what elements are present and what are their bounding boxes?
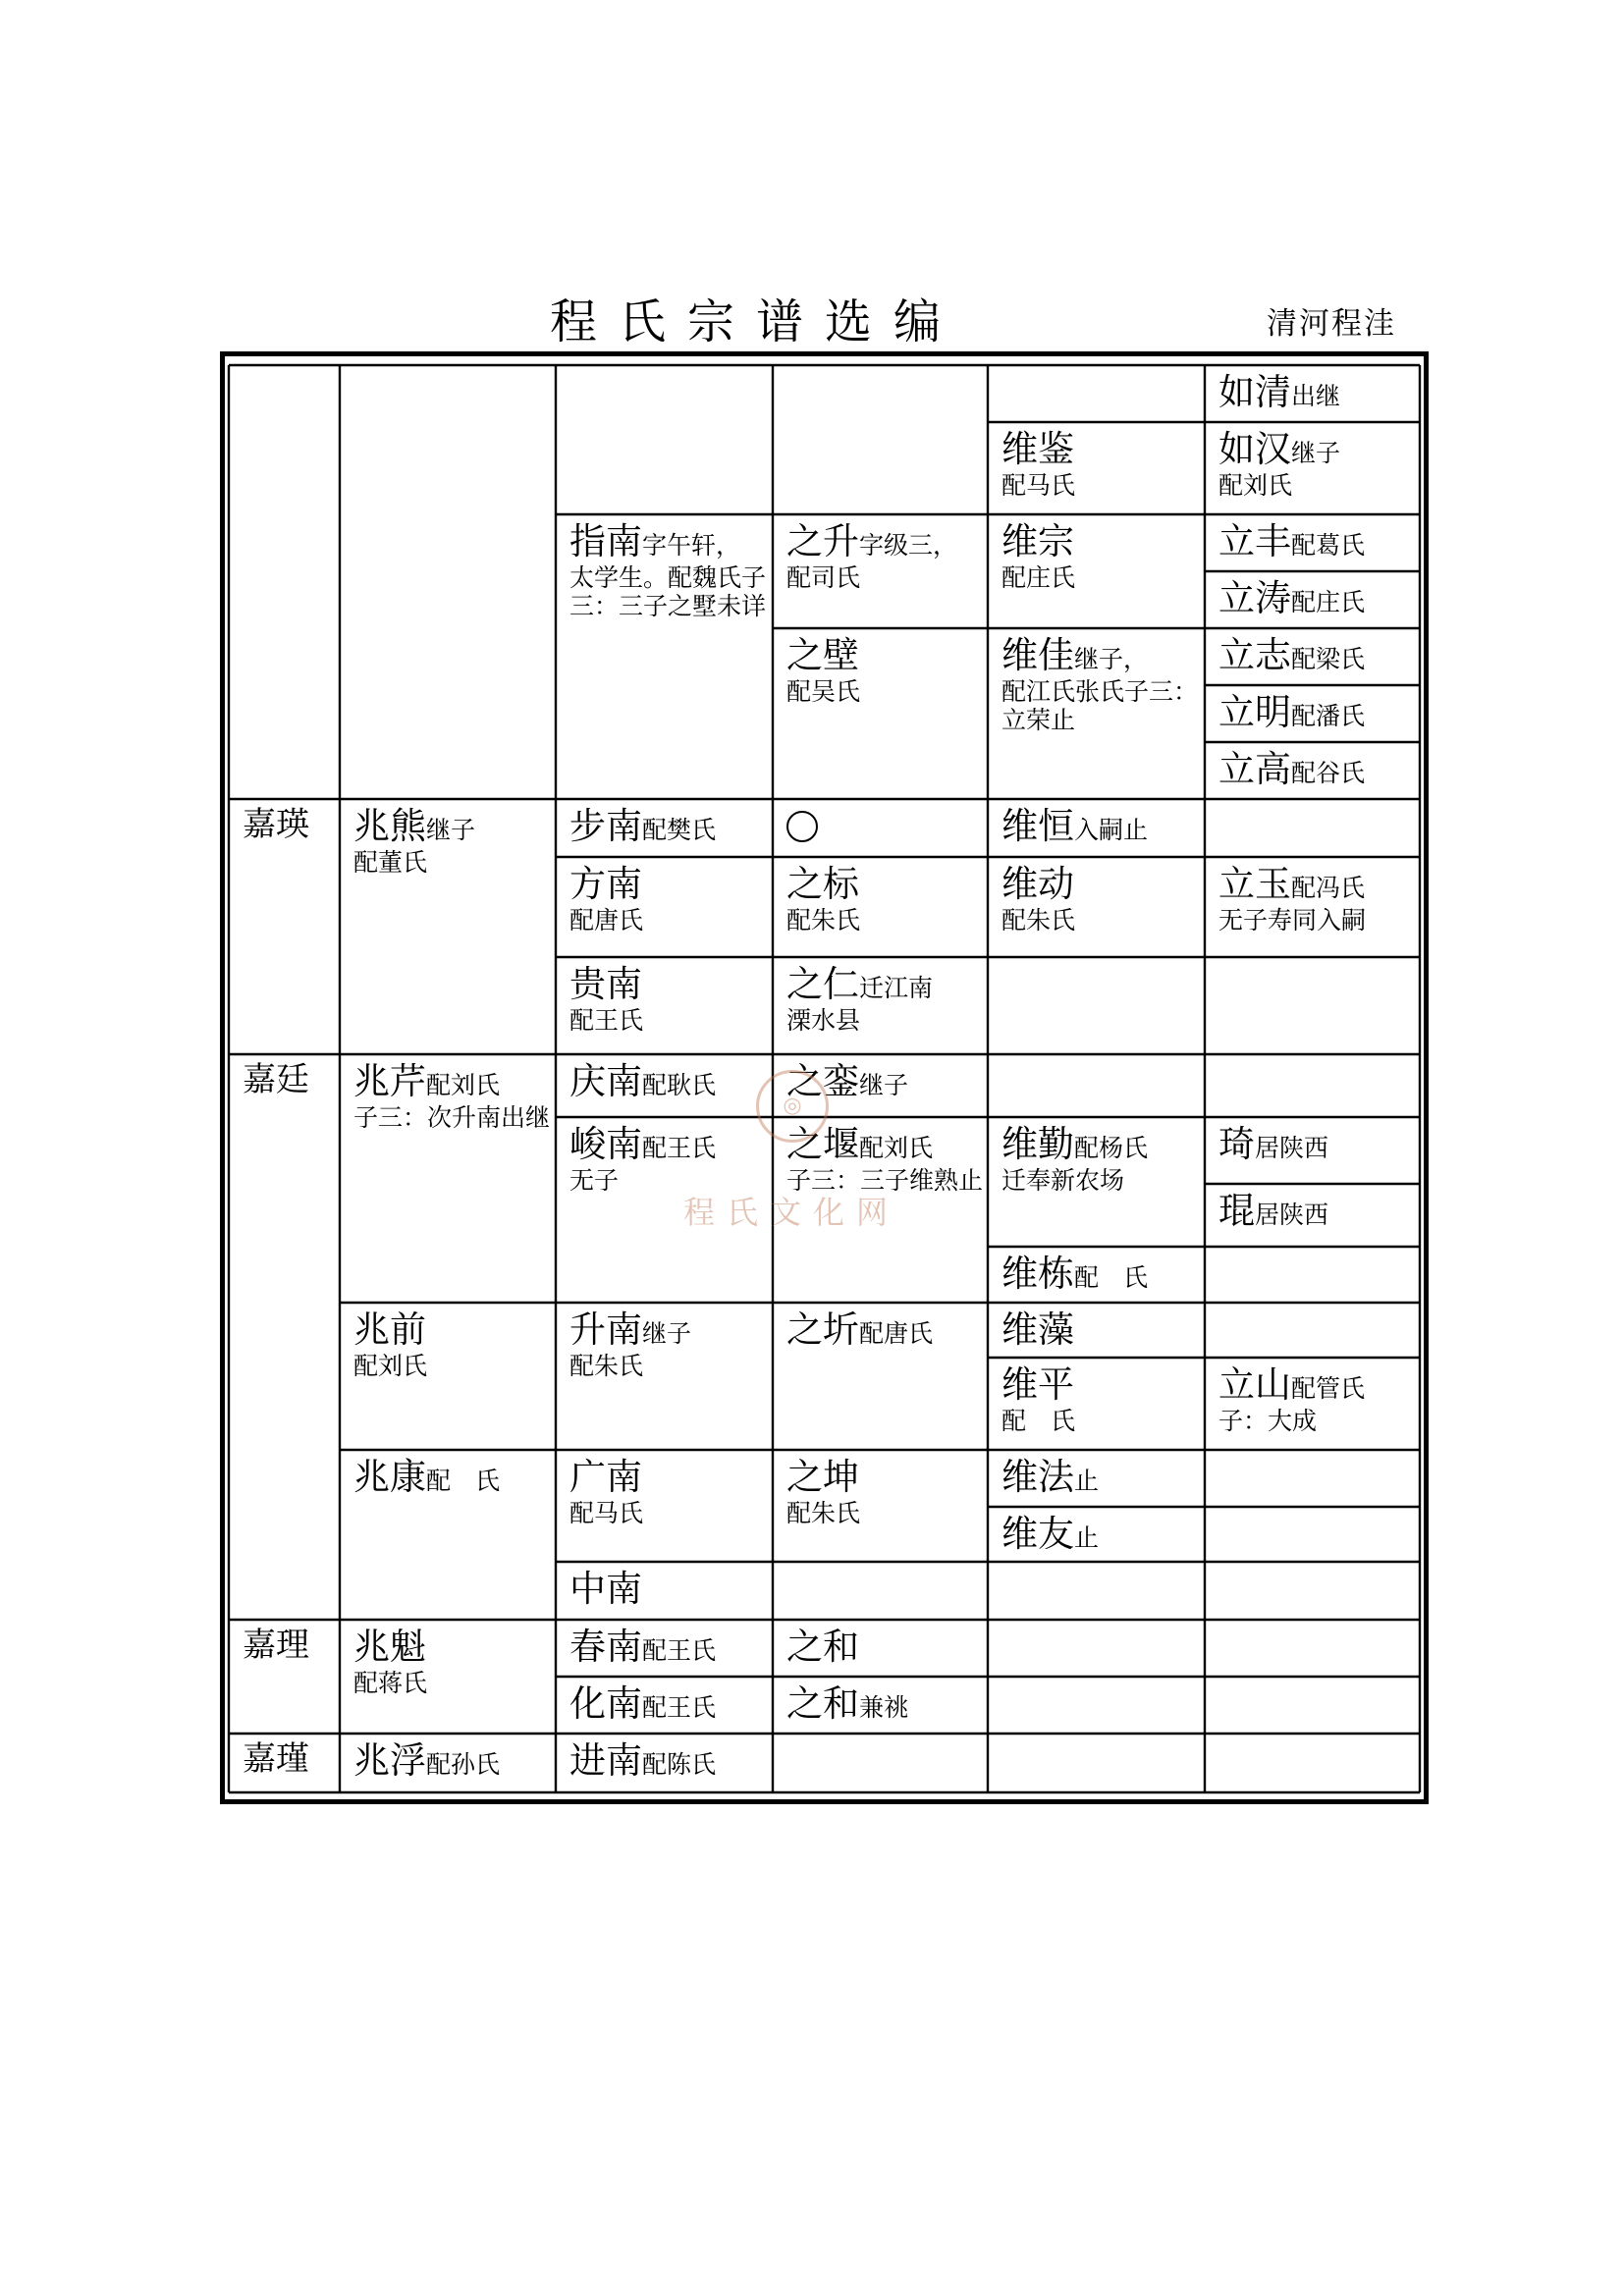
person-note: 配王氏 [642,1134,717,1162]
genealogy-cell [556,857,773,934]
genealogy-cell [340,1054,556,1132]
person-description: 配 氏 [1001,1406,1076,1435]
genealogy-cell [556,1054,773,1103]
person-description: 配董氏 [353,847,428,877]
person-name: 立明 [1218,691,1291,733]
person-name: 如清 [1218,371,1291,413]
person-name: 庆南 [569,1060,642,1102]
genealogy-cell [556,1562,773,1611]
genealogy-cell [556,1303,773,1380]
genealogy-cell [1205,742,1420,791]
person-note: 配潘氏 [1291,702,1366,730]
genealogy-cell [773,1620,988,1669]
person-description: 配刘氏 [1218,470,1293,500]
person-description: 配庄氏 [1001,562,1076,592]
genealogy-cell [1205,514,1420,563]
person-note: 继子， [1074,645,1149,673]
genealogy-cell [556,1677,773,1726]
genealogy-cell [556,514,773,621]
person-name: 维恒 [1001,805,1074,847]
person-name: 之銮 [786,1060,859,1102]
genealogy-cell [556,1450,773,1527]
person-description: 太学生。配魏氏子三：三子之墅未详 [569,562,767,621]
genealogy-cell [556,1734,773,1783]
person-name: 维鉴 [1001,428,1074,470]
genealogy-cell [229,1734,340,1779]
person-name: 立涛 [1218,577,1291,619]
person-description: 无子 [569,1165,620,1195]
genealogy-cell [1205,628,1420,677]
person-note: 配冯氏 [1291,874,1366,902]
seal-icon: ◎ [756,1070,829,1143]
person-name: 立志 [1218,634,1291,676]
person-name: 维佳 [1001,634,1074,676]
person-name: 兆前 [353,1308,426,1351]
person-note: 配梁氏 [1291,645,1366,673]
person-name: 之堰 [786,1123,859,1165]
person-name: 升南 [569,1308,642,1351]
person-note: 出继 [1291,382,1341,410]
person-name: 维栋 [1001,1253,1074,1295]
person-name: 之壁 [786,634,859,676]
person-name: 维动 [1001,863,1074,905]
person-note: 配葛氏 [1291,531,1366,560]
person-name: 嘉理 [243,1626,309,1665]
person-note: 配刘氏 [859,1134,934,1162]
genealogy-cell [556,799,773,848]
genealogy-cell [1205,1117,1420,1166]
genealogy-cell [1205,685,1420,734]
person-name: 维藻 [1001,1308,1074,1351]
person-name: 维平 [1001,1363,1074,1406]
person-name: 琦 [1218,1123,1255,1165]
person-note: 入嗣止 [1074,816,1149,844]
person-name: 如汉 [1218,428,1291,470]
person-name: 春南 [569,1626,642,1668]
person-note: 居陕西 [1255,1134,1329,1162]
genealogy-cell [1205,422,1420,500]
genealogy-cell [556,1620,773,1669]
person-description: 迁奉新农场 [1001,1165,1125,1195]
person-name: 维宗 [1001,520,1074,562]
person-description: 配马氏 [1001,470,1076,500]
genealogy-cell [773,1303,988,1352]
person-name: 兆浮 [353,1739,426,1782]
genealogy-cell [556,957,773,1035]
person-name: 兆魁 [353,1626,426,1668]
genealogy-cell [988,1247,1205,1296]
person-name: 琨 [1218,1190,1255,1232]
watermark [683,1060,982,1256]
person-description: 配王氏 [569,1005,644,1035]
genealogy-cell [988,1358,1205,1435]
person-name: 之和 [786,1682,859,1725]
person-name: 兆芹 [353,1060,426,1102]
person-description: 配刘氏 [353,1351,428,1380]
person-name: 指南 [569,520,642,562]
page-title: 程氏宗谱选编 [550,294,963,349]
person-name: 步南 [569,805,642,847]
genealogy-cell [1205,365,1420,414]
person-note: 止 [1074,1523,1100,1552]
genealogy-cell [1205,857,1420,934]
person-description: 配朱氏 [786,905,861,934]
genealogy-cell [988,628,1205,735]
person-note: 配孙氏 [426,1750,501,1779]
genealogy-cell [340,1620,556,1697]
person-name: 兆康 [353,1456,426,1498]
genealogy-cell [988,1303,1205,1352]
person-name: 峻南 [569,1123,642,1165]
person-note: 字午轩， [642,531,741,560]
person-description: 配司氏 [786,562,861,592]
genealogy-cell [340,1734,556,1783]
person-name: 贵南 [569,963,642,1005]
person-name: 广南 [569,1456,642,1498]
person-note: 继子 [1291,439,1341,467]
person-name: 之坤 [786,1456,859,1498]
person-name: 嘉瑛 [243,805,309,844]
person-note: 配 氏 [426,1467,501,1495]
person-description: 无子寿同入嗣 [1218,905,1367,934]
genealogy-cell [229,1620,340,1665]
genealogy-cell [988,799,1205,848]
person-description: 子三：三子维熟止 [786,1165,984,1195]
genealogy-cell [340,1303,556,1380]
person-description: 配朱氏 [569,1351,644,1380]
person-description: 配江氏张氏子三：立荣止 [1001,676,1199,735]
genealogy-cell [988,1117,1205,1195]
person-name: 立山 [1218,1363,1291,1406]
person-note: 继子 [426,816,476,844]
person-note: 配庄氏 [1291,588,1366,616]
person-name: 立高 [1218,748,1291,790]
circle-mark [786,811,818,842]
genealogy-cell [1205,1358,1420,1435]
genealogy-cell [229,799,340,844]
genealogy-cell [773,1677,988,1726]
person-name: 维友 [1001,1513,1074,1555]
person-name: 之圻 [786,1308,859,1351]
page-author: 清河程洼 [1267,306,1396,342]
person-name: 化南 [569,1682,642,1725]
person-name: 维勤 [1001,1123,1074,1165]
genealogy-cell [773,957,988,1035]
person-description: 子：大成 [1218,1406,1318,1435]
genealogy-cell [988,1450,1205,1499]
person-name: 方南 [569,863,642,905]
person-note: 继子 [859,1071,909,1099]
watermark-text: 程氏文化网 [683,1194,900,1231]
person-description: 子三：次升南出继 [353,1102,551,1132]
person-name: 之和 [786,1626,859,1668]
person-name: 嘉廷 [243,1060,309,1099]
person-note: 配王氏 [642,1693,717,1722]
person-note: 继子 [642,1319,692,1348]
person-description: 配朱氏 [786,1498,861,1527]
blank-circle-cell [773,799,988,847]
genealogy-cell [340,1450,556,1499]
genealogy-cell [988,857,1205,934]
person-note: 居陕西 [1255,1201,1329,1229]
person-description: 溧水县 [786,1005,861,1035]
person-note: 配杨氏 [1074,1134,1149,1162]
person-note: 配唐氏 [859,1319,934,1348]
genealogy-cell [1205,1184,1420,1233]
person-name: 立丰 [1218,520,1291,562]
person-note: 迁江南 [859,974,934,1002]
genealogy-cell [229,1054,340,1099]
person-name: 之标 [786,863,859,905]
person-description: 配唐氏 [569,905,644,934]
person-note: 配王氏 [642,1636,717,1665]
person-note: 配谷氏 [1291,759,1366,787]
genealogy-cell [988,514,1205,592]
genealogy-cell [773,628,988,706]
genealogy-cell [1205,571,1420,620]
person-note: 兼祧 [859,1693,909,1722]
genealogy-cell [773,1450,988,1527]
person-description: 配朱氏 [1001,905,1076,934]
person-name: 维法 [1001,1456,1074,1498]
person-name: 兆熊 [353,805,426,847]
person-name: 中南 [569,1568,642,1610]
person-note: 止 [1074,1467,1100,1495]
person-name: 之升 [786,520,859,562]
genealogy-cell [556,1117,773,1195]
person-name: 之仁 [786,963,859,1005]
genealogy-cell [988,1507,1205,1556]
person-description: 配蒋氏 [353,1668,428,1697]
person-note: 配 氏 [1074,1263,1149,1292]
genealogy-cell [988,422,1205,500]
person-name: 进南 [569,1739,642,1782]
person-note: 配管氏 [1291,1374,1366,1403]
person-note: 字级三， [859,531,958,560]
person-note: 配耿氏 [642,1071,717,1099]
person-description: 配马氏 [569,1498,644,1527]
person-name: 嘉瑾 [243,1739,309,1779]
person-note: 配刘氏 [426,1071,501,1099]
genealogy-cell [773,857,988,934]
person-note: 配樊氏 [642,816,717,844]
genealogy-cell [340,799,556,877]
person-note: 配陈氏 [642,1750,717,1779]
person-name: 立玉 [1218,863,1291,905]
person-description: 配吴氏 [786,676,861,706]
genealogy-cell [773,514,988,592]
